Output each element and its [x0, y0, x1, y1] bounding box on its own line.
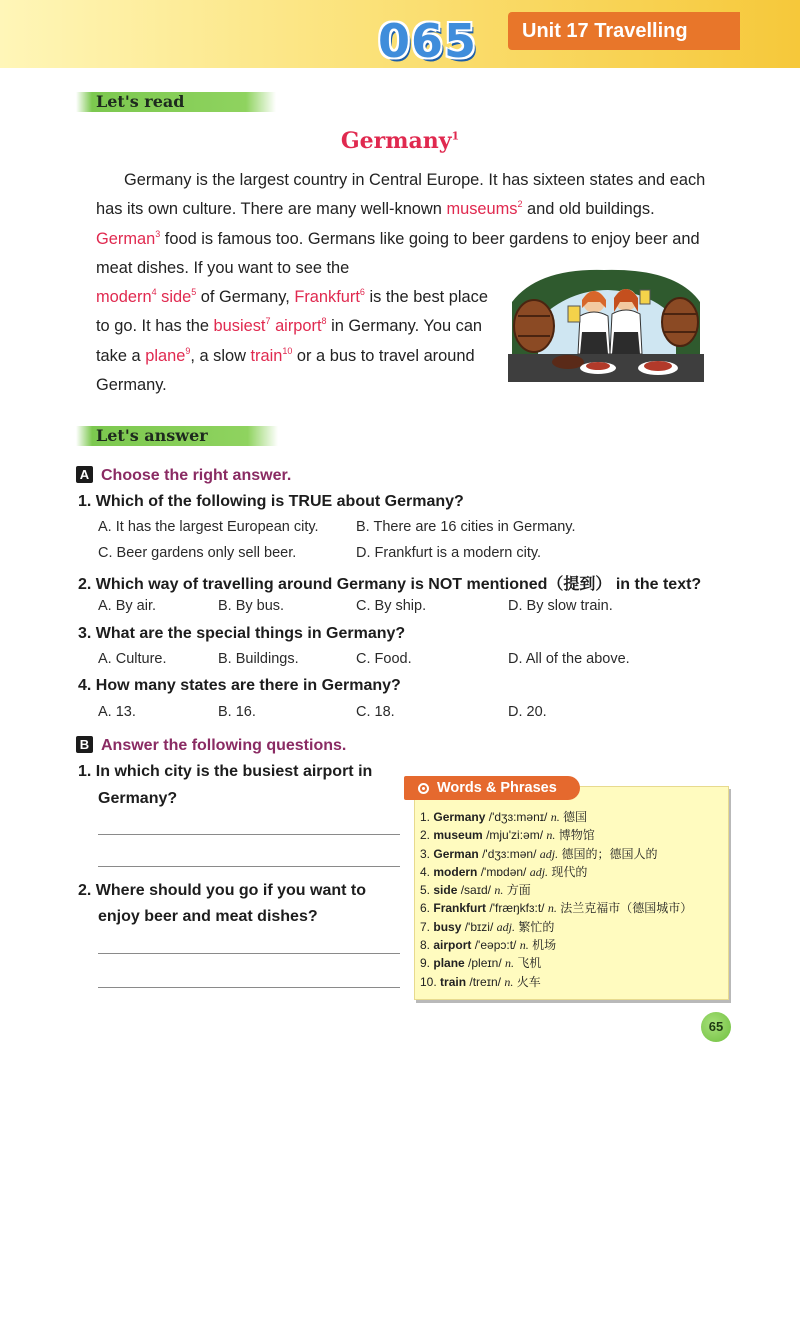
part-b-question-1-line2: Germany?: [98, 790, 178, 807]
word-item: 5. side /saɪd/ n. 方面: [420, 883, 531, 898]
answer-line-2b[interactable]: [98, 987, 400, 988]
lets-read-tag: Let's read: [76, 92, 276, 112]
q3-option-d: D. All of the above.: [508, 651, 630, 667]
word-item: 3. German /'dʒɜ:mən/ adj. 德国的；德国人的: [420, 846, 658, 861]
lets-answer-tag: Let's answer: [76, 426, 278, 446]
answer-line-1a[interactable]: [98, 834, 400, 835]
q4-option-a: A. 13.: [98, 704, 136, 720]
q2-option-b: B. By bus.: [218, 598, 285, 614]
lesson-number: 065: [378, 14, 478, 68]
q1-option-a: A. It has the largest European city.: [98, 519, 319, 535]
page-number: 65: [701, 1012, 731, 1042]
answer-line-2a[interactable]: [98, 953, 400, 954]
circle-icon: [418, 783, 429, 794]
words-phrases-list: [420, 808, 725, 991]
beer-garden-illustration: [508, 262, 704, 382]
q4-option-d: D. 20.: [508, 704, 547, 720]
word-item: 10. train /treɪn/ n. 火车: [420, 974, 541, 989]
part-a-badge: A: [76, 466, 93, 483]
word-item: 8. airport /'eəpɔ:t/ n. 机场: [420, 938, 557, 953]
q4-option-b: B. 16.: [218, 704, 256, 720]
question-4: 4. How many states are there in Germany?: [78, 677, 401, 694]
article-title: Germany$^1$: [340, 128, 460, 154]
part-b-badge: B: [76, 736, 93, 753]
part-a-heading: A Choose the right answer.: [76, 466, 291, 485]
q1-option-b: B. There are 16 cities in Germany.: [356, 519, 576, 535]
part-b-question-2-line2: enjoy beer and meat dishes?: [98, 908, 318, 925]
word-item: 1. Germany /'dʒɜ:mənɪ/ n. 德国: [420, 810, 588, 824]
part-b-question-2-line1: 2. Where should you go if you want to: [78, 882, 366, 899]
q2-option-a: A. By air.: [98, 598, 157, 614]
q2-option-c: C. By ship.: [356, 598, 427, 614]
q4-option-c: C. 18.: [356, 704, 395, 720]
question-3: 3. What are the special things in Germany?: [78, 625, 406, 642]
unit-title: Unit 17 Travelling: [508, 12, 740, 50]
answer-line-1b[interactable]: [98, 866, 400, 867]
q1-option-d: D. Frankfurt is a modern city.: [356, 545, 542, 561]
question-2: 2. Which way of travelling around Germany is NOT mentioned（提到） in the text?: [78, 576, 702, 593]
word-item: 2. museum /mju'zi:əm/ n. 博物馆: [420, 828, 595, 843]
q3-option-a: A. Culture.: [98, 651, 167, 667]
reading-paragraph-top: Germany is the largest country in Central Europe. It has sixteen states and each has its own culture. There are many well-known museums$^2$ and old buildings. German$^3$ food is famous too. Germans like going to beer gardens to enjoy beer and meat dishes. If you want to see the: [96, 171, 706, 277]
reading-paragraph-bottom: modern$^4$ side$^5$ of Germany, Frankfurt$^6$ is the best place to go. It has the busiest$^7$ airport$^8$ in Germany. You can take a plane$^9$, a slow train$^{10}$ or a bus to travel around Germany.: [96, 287, 488, 394]
q1-option-c: C. Beer gardens only sell beer.: [98, 545, 297, 561]
q2-option-d: D. By slow train.: [508, 598, 613, 614]
word-item: 6. Frankfurt /'fræŋkfɜ:t/ n. 法兰克福市（德国城市）: [420, 901, 693, 916]
word-item: 7. busy /'bɪzi/ adj. 繁忙的: [420, 919, 555, 934]
q3-option-c: C. Food.: [356, 651, 412, 667]
part-b-question-1-line1: 1. In which city is the busiest airport in: [78, 763, 373, 780]
word-item: 4. modern /'mɒdən/ adj. 现代的: [420, 864, 588, 879]
word-item: 9. plane /pleɪn/ n. 飞机: [420, 956, 542, 971]
words-phrases-tab: Words & Phrases: [404, 776, 580, 800]
part-b-heading: B Answer the following questions.: [76, 736, 346, 755]
question-1: 1. Which of the following is TRUE about Germany?: [78, 493, 464, 510]
q3-option-b: B. Buildings.: [218, 651, 299, 667]
